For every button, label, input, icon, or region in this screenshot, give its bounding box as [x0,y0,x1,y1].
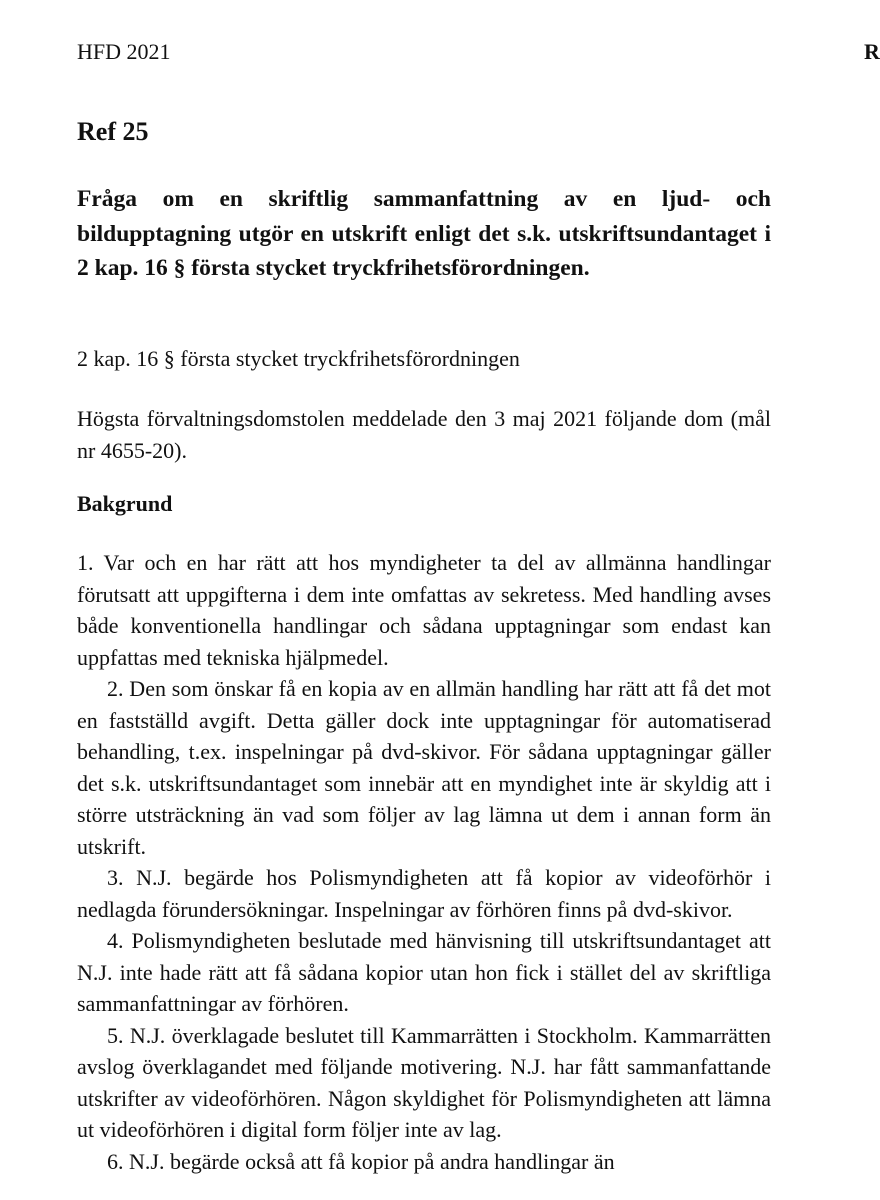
paragraph-6: 6. N.J. begärde också att få kopior på andra handlingar än [107,1148,615,1174]
paragraph-3: 3. N.J. begärde hos Polismyndigheten att få kopior av videoförhör i nedlagda förundersökningar. Inspelningar av förhören finns på dvd-skivor. [77,865,771,922]
section-heading-bakgrund: Bakgrund [77,491,173,516]
judgment-intro: Högsta förvaltningsdomstolen meddelade den 3 maj 2021 följande dom (mål nr 4655-20). [77,406,771,463]
case-summary-heading: Fråga om en skriftlig sammanfattning av en ljud- och bildupptagning utgör en utskrift enligt det s.k. utskriftsundantaget i 2 kap. 16 § första stycket tryckfrihetsförordningen. [77,186,771,281]
paragraph-4: 4. Polismyndigheten beslutade med hänvisning till utskriftsundantaget att N.J. inte hade rätt att få sådana kopior utan hon fick i stället del av skriftliga sammanfattningar av förhören. [77,928,771,1016]
paragraph-2: 2. Den som önskar få en kopia av en allmän handling har rätt att få det mot en fastställd avgift. Detta gäller dock inte upptagningar för automatiserad behandling, t.ex. inspelningar på dvd-skivor. För sådana upptagningar gäller det s.k. utskriftsundantaget som innebär att en myndighet inte är skyldig att i större utsträckning än vad som följer av lag lämna ut dem i annan form än utskrift. [77,676,771,859]
paragraph-5: 5. N.J. överklagade beslutet till Kammarrätten i Stockholm. Kammarrätten avslog överklagandet med följande motivering. N.J. har fått sammanfattande utskrifter av videoförhören. Någon skyldighet för Polismyndigheten att lämna ut videoförhören i digital form följer inte av lag. [77,1022,771,1142]
paragraph-1: 1. Var och en har rätt att hos myndigheter ta del av allmänna handlingar förutsatt att uppgifterna i dem inte omfattas av sekretess. Med handling avses både konventionella handlingar och sådana upptagningar som endast kan uppfattas med tekniska hjälpmedel. [77,550,771,670]
body-text [77,547,771,1177]
running-header-cut-text: R [864,39,880,64]
running-header-year: HFD 2021 [77,39,171,64]
case-reference: Ref 25 [77,117,149,146]
statute-reference: 2 kap. 16 § första stycket tryckfrihetsförordningen [77,346,520,371]
